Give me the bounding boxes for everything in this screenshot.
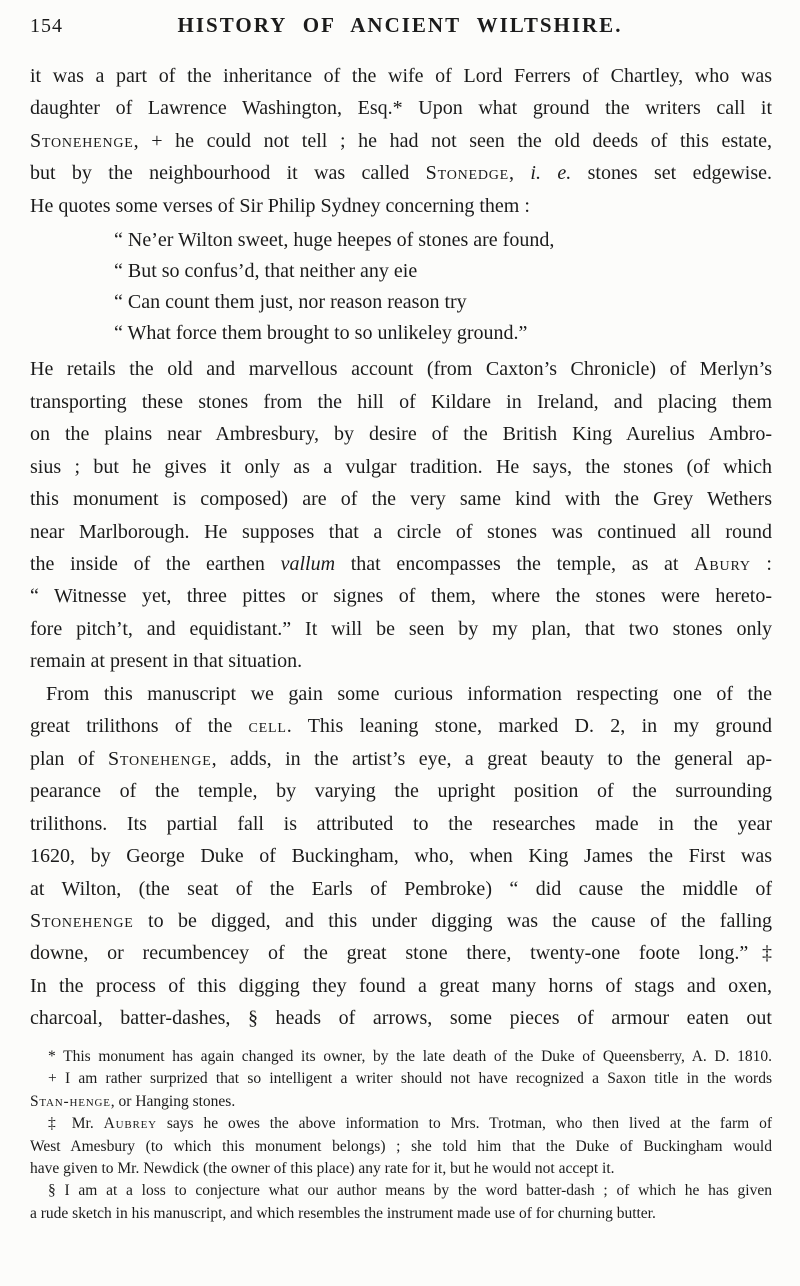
italic-word: vallum [280,552,336,575]
text-line: transporting these stones from the hill of Kildare in Ireland, and placing them [30,390,772,413]
text-line: ‡ Mr. Aubrey says he owes the above information to Mrs. Trotman, who then lived at the farm of [48,1115,773,1133]
footnote-queensberry [30,1046,772,1068]
text-line: “ Can count them just, nor reason reason try [114,291,467,314]
page-header [0,0,800,50]
text-line: but by the neighbourhood it was called Stonedge, i. e. stones set edgewise. [30,162,772,185]
text-line: have given to Mr. Newdick (the owner of this place) any rate for it, but he would not accept it. [30,1160,615,1178]
text-line: “ Ne’er Wilton sweet, huge heepes of stones are found, [114,229,555,252]
verse-quote-sydney [114,225,772,349]
paragraph-merlyn-account [30,353,772,678]
text-line: charcoal, batter-dashes, § heads of arrows, some pieces of armour eaten out [30,1007,772,1030]
italic-word: i. e. [530,162,572,185]
text-line: 1620, by George Duke of Buckingham, who, when King James the First was [30,845,772,868]
text-line: Stonehenge, + he could not tell ; he had not seen the old deeds of this estate, [30,129,772,152]
text-line: Stan-henge, or Hanging stones. [30,1092,236,1110]
text-line: He quotes some verses of Sir Philip Sydney concerning them : [30,194,530,217]
page-title: HISTORY OF ANCIENT WILTSHIRE. [177,13,623,37]
footnote-batter-dash [30,1180,772,1225]
text-line: “ But so confus’d, that neither any eie [114,260,418,283]
text-line: + I am rather surprized that so intelligent a writer should not have recognized a Saxon title in the words [48,1070,772,1088]
footnotes-section [30,1046,772,1225]
text-line: West Amesbury (to which this monument belongs) ; she told him that the Duke of Buckingham would [30,1137,772,1155]
text-line: “ Witnesse yet, three pittes or signes of them, where the stones were hereto- [30,585,772,608]
text-line: this monument is composed) are of the very same kind with the Grey Wethers [30,488,772,511]
text-line: remain at present in that situation. [30,650,303,673]
small-caps-word: cell [248,715,287,738]
text-line: trilithons. Its partial fall is attributed to the researches made in the year [30,812,772,835]
text-line: * This monument has again changed its owner, by the late death of the Duke of Queensberry, A. D. 1810. [48,1048,772,1065]
text-line: a rude sketch in his manuscript, and which resembles the instrument made use of for churning butter. [30,1204,656,1222]
small-caps-word: Stan-henge [30,1092,111,1110]
small-caps-word: Stonedge [425,162,510,185]
small-caps-word: Aubrey [103,1115,157,1133]
text-line: He retails the old and marvellous account (from Caxton’s Chronicle) of Merlyn’s [30,358,772,381]
text-line: sius ; but he gives it only as a vulgar tradition. He says, the stones (of which [30,455,772,478]
text-line: it was a part of the inheritance of the wife of Lord Ferrers of Chartley, who was [30,65,772,87]
text-line: § I am at a loss to conjecture what our author means by the word batter-dash ; of which he has given [48,1182,772,1200]
text-line: the inside of the earthen vallum that encompasses the temple, as at Abury : [30,552,772,575]
small-caps-word: Stonehenge [107,747,212,770]
text-line: downe, or recumbencey of the great stone there, twenty-one foote long.”‡ [30,942,772,965]
text-line: daughter of Lawrence Washington, Esq.* Upon what ground the writers call it [30,97,772,120]
text-line: From this manuscript we gain some curious information respecting one of the [46,682,772,705]
page-number: 154 [30,15,63,37]
text-line: “ What force them brought to so unlikeley ground.” [114,322,528,345]
text-line: at Wilton, (the seat of the Earls of Pembroke) “ did cause the middle of [30,877,772,900]
small-caps-word: Stonehenge [30,909,134,932]
body-text [30,60,772,1035]
text-line: pearance of the temple, by varying the upright position of the surrounding [30,780,772,803]
paragraph-trilithon-digging [30,678,772,1035]
text-line: In the process of this digging they found a great many horns of stags and oxen, [30,974,772,997]
footnote-stan-henge [30,1068,772,1113]
small-caps-word: Stonehenge [30,129,134,152]
paragraph-inheritance [30,60,772,222]
text-line: fore pitch’t, and equidistant.” It will be seen by my plan, that two stones only [30,617,772,640]
text-line: plan of Stonehenge, adds, in the artist’s eye, a great beauty to the general ap- [30,747,772,770]
text-line: Stonehenge to be digged, and this under digging was the cause of the falling [30,909,772,932]
footnote-aubrey-trotman [30,1113,772,1180]
text-line: near Marlborough. He supposes that a circle of stones was continued all round [30,520,772,543]
text-line: on the plains near Ambresbury, by desire of the British King Aurelius Ambro- [30,423,772,446]
small-caps-word: Abury [694,552,751,575]
text-line: great trilithons of the cell. This leaning stone, marked D. 2, in my ground [30,715,773,738]
